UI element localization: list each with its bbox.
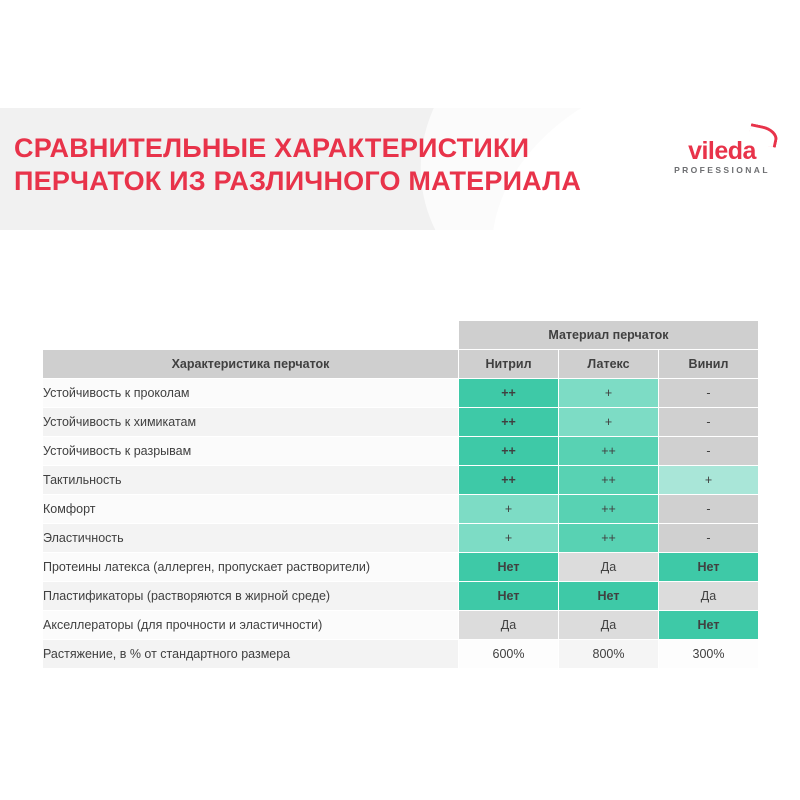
table-corner-cell [43,321,459,350]
table-group-header: Материал перчаток [459,321,759,350]
row-value-latex: Да [559,553,659,582]
row-feature-label: Пластификаторы (растворяются в жирной среде) [43,582,459,611]
row-value-vinyl: Нет [659,611,759,640]
row-value-vinyl: + [659,466,759,495]
row-feature-label: Устойчивость к проколам [43,379,459,408]
table-header-row [43,350,759,379]
row-value-nitril: + [459,524,559,553]
page-title-line-1: СРАВНИТЕЛЬНЫЕ ХАРАКТЕРИСТИКИ [14,133,530,163]
row-feature-label: Протеины латекса (аллерген, пропускает растворители) [43,553,459,582]
row-value-vinyl: - [659,408,759,437]
table-row [43,379,759,408]
row-value-latex: Да [559,611,659,640]
row-value-nitril: 600% [459,640,559,669]
row-value-vinyl: 300% [659,640,759,669]
table-header-latex: Латекс [559,350,659,379]
table-row [43,611,759,640]
row-feature-label: Комфорт [43,495,459,524]
comparison-table-container [42,320,758,669]
row-feature-label: Акселлераторы (для прочности и эластичности) [43,611,459,640]
row-value-latex: ++ [559,495,659,524]
row-value-vinyl: - [659,437,759,466]
row-value-nitril: ++ [459,437,559,466]
row-feature-label: Эластичность [43,524,459,553]
table-header-nitril: Нитрил [459,350,559,379]
table-row [43,437,759,466]
row-value-nitril: Да [459,611,559,640]
logo-tagline: PROFESSIONAL [674,165,770,175]
row-value-nitril: ++ [459,466,559,495]
table-row [43,640,759,669]
brand-logo [666,138,778,175]
row-feature-label: Тактильность [43,466,459,495]
row-value-latex: 800% [559,640,659,669]
page-title [14,132,654,198]
row-value-vinyl: - [659,495,759,524]
row-value-latex: + [559,408,659,437]
row-value-nitril: Нет [459,553,559,582]
row-value-nitril: ++ [459,408,559,437]
comparison-table [42,320,759,669]
table-row [43,466,759,495]
table-row [43,582,759,611]
table-group-header-row [43,321,759,350]
table-row [43,524,759,553]
header-band [0,108,800,230]
page-title-line-2: ПЕРЧАТОК ИЗ РАЗЛИЧНОГО МАТЕРИАЛА [14,166,582,196]
row-value-nitril: + [459,495,559,524]
row-value-latex: ++ [559,437,659,466]
row-feature-label: Устойчивость к разрывам [43,437,459,466]
row-feature-label: Устойчивость к химикатам [43,408,459,437]
row-feature-label: Растяжение, в % от стандартного размера [43,640,459,669]
row-value-nitril: ++ [459,379,559,408]
row-value-vinyl: - [659,379,759,408]
table-header-feature: Характеристика перчаток [43,350,459,379]
row-value-vinyl: - [659,524,759,553]
row-value-nitril: Нет [459,582,559,611]
table-header-vinyl: Винил [659,350,759,379]
row-value-vinyl: Нет [659,553,759,582]
row-value-latex: ++ [559,466,659,495]
row-value-latex: + [559,379,659,408]
logo-wordmark: vileda [688,137,756,165]
table-row [43,553,759,582]
row-value-vinyl: Да [659,582,759,611]
table-row [43,408,759,437]
table-row [43,495,759,524]
row-value-latex: Нет [559,582,659,611]
row-value-latex: ++ [559,524,659,553]
